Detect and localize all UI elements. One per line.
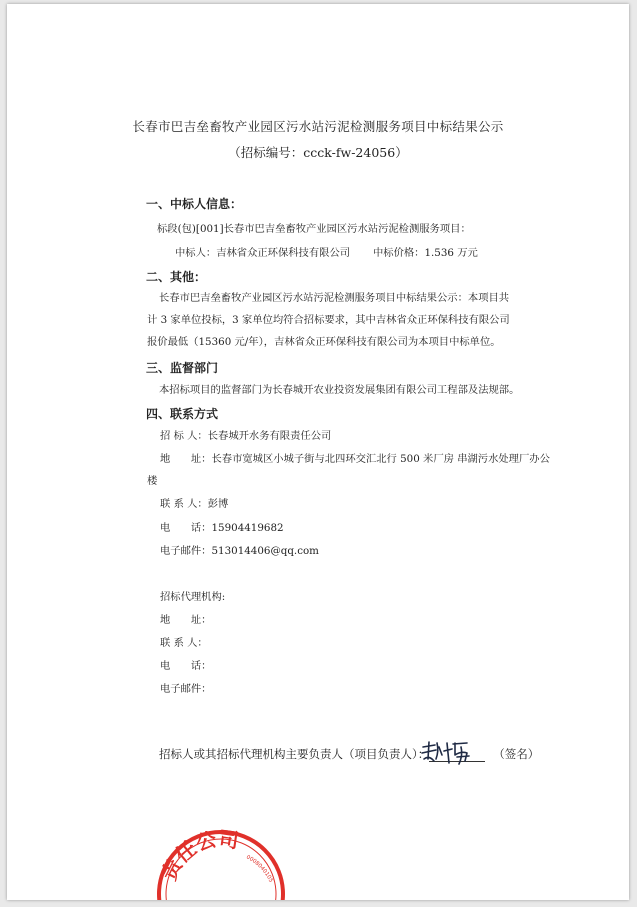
- phone-value: 15904419682: [211, 522, 284, 534]
- handwritten-signature: [419, 737, 479, 767]
- price-label: 中标价格：: [373, 247, 425, 259]
- contact-row: [160, 498, 228, 510]
- lot-line: 标段(包)[001]长春市巴吉垒畜牧产业园区污水站污泥检测服务项目：: [157, 223, 471, 235]
- section-contact-heading: 四、联系方式: [146, 407, 219, 421]
- contact-label: 联 系 人：: [160, 498, 208, 510]
- email-value: 513014406@qq.com: [211, 545, 319, 557]
- signature-suffix: （签名）: [493, 747, 540, 761]
- agency-phone-label: 电 话：: [160, 660, 212, 672]
- document-page: [7, 4, 629, 900]
- address-continuation: 楼: [147, 475, 158, 487]
- tender-number: （招标编号：ccck-fw-24056）: [228, 145, 408, 160]
- price-value: 1.536 万元: [424, 247, 478, 259]
- address-row: [160, 453, 550, 465]
- svg-text:0008040105: [245, 854, 274, 884]
- price-row: [373, 247, 478, 259]
- section-other-heading: 二、其他：: [146, 270, 207, 284]
- phone-row: [160, 522, 284, 534]
- signature-row: [159, 746, 539, 762]
- page-title: 长春市巴吉垒畜牧产业园区污水站污泥检测服务项目中标结果公示: [132, 119, 504, 134]
- agency-email-label: 电子邮件：: [160, 683, 212, 695]
- phone-label: 电 话：: [160, 522, 212, 534]
- address-label: 地 址：: [160, 453, 212, 465]
- email-row: [160, 545, 319, 557]
- agency-contact-label: 联 系 人：: [160, 637, 208, 649]
- section-supervision-heading: 三、监督部门: [146, 361, 219, 375]
- tenderer-label: 招 标 人：: [160, 430, 208, 442]
- official-seal: [151, 824, 291, 900]
- section-winner-heading: 一、中标人信息：: [146, 197, 243, 211]
- other-paragraph: 长春市巴吉垒畜牧产业园区污水站污泥检测服务项目中标结果公示：本项目共计 3 家单位投标，3 家单位均符合招标要求，其中吉林省众正环保科技有限公司报价最低（15360 元/年），吉林省众正环保科技有限公司为本项目中标单位。: [147, 292, 510, 348]
- address-value: 长春市宽城区小城子街与北四环交汇北行 500 米厂房 串湖污水处理厂办公: [211, 453, 550, 465]
- contact-value: 彭博: [207, 498, 229, 510]
- supervision-paragraph: 本招标项目的监督部门为长春城开农业投资发展集团有限公司工程部及法规部。: [159, 384, 520, 396]
- agency-heading: 招标代理机构:: [160, 591, 226, 603]
- tenderer-row: [160, 430, 331, 442]
- winner-row: [175, 247, 350, 259]
- tenderer-value: 长春城开水务有限责任公司: [207, 430, 332, 442]
- seal-code: 0008040105: [245, 854, 274, 884]
- winner-label: 中标人：: [175, 247, 217, 259]
- email-label: 电子邮件：: [160, 545, 212, 557]
- winner-name: 吉林省众正环保科技有限公司: [216, 247, 351, 259]
- agency-address-label: 地 址：: [160, 614, 212, 626]
- seal-text: 责任公司: [156, 826, 241, 884]
- signature-prefix: 招标人或其招标代理机构主要负责人（项目负责人）：: [159, 747, 430, 761]
- svg-text:责任公司: [157, 826, 241, 884]
